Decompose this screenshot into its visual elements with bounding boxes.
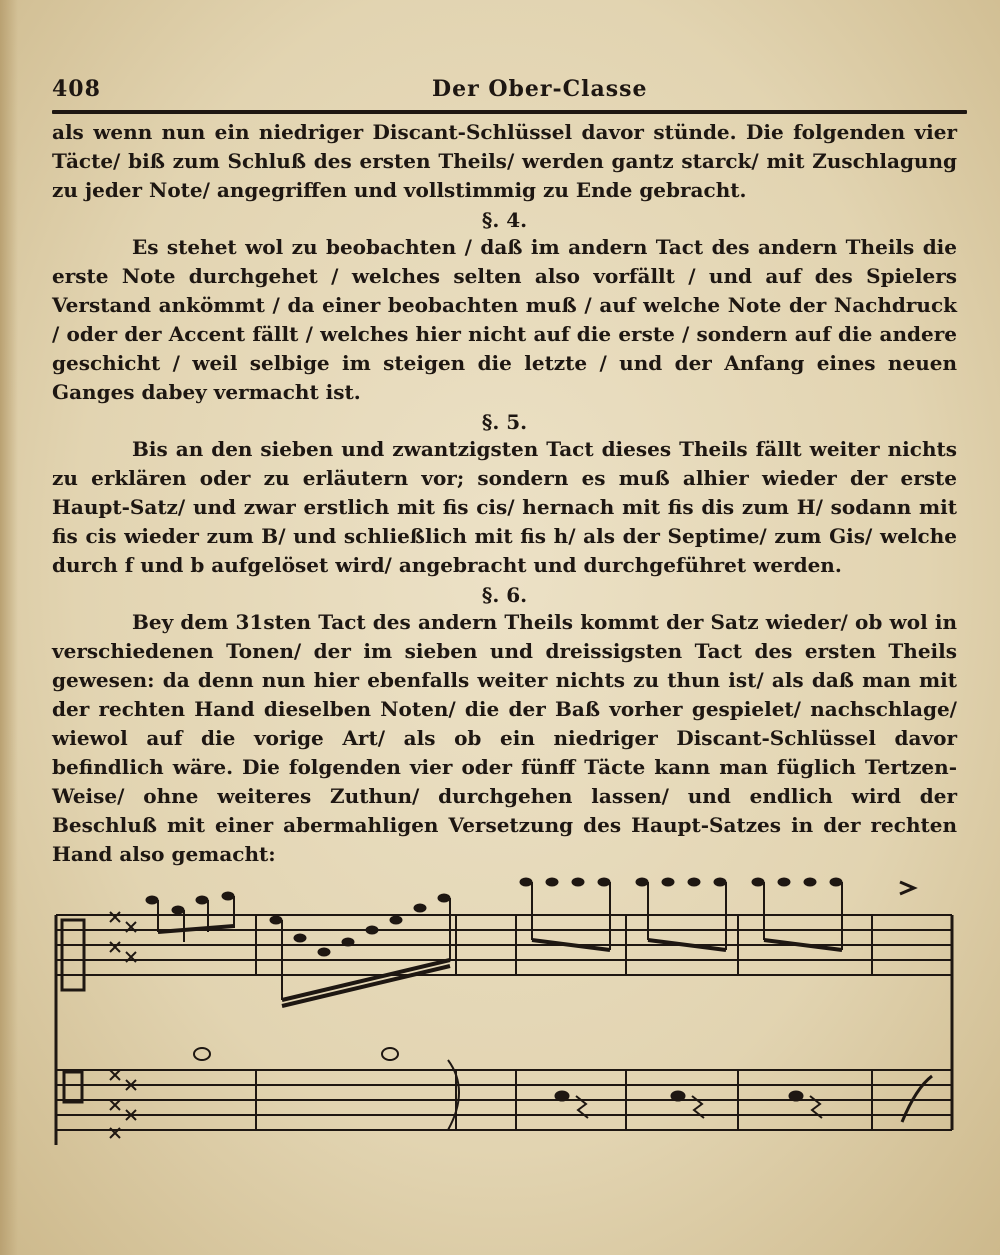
page-number: 408 — [52, 76, 101, 102]
section-heading-6: §. 6. — [481, 583, 528, 607]
section-heading-5: §. 5. — [481, 410, 528, 434]
paragraph-section-5: Bis an den sieben und zwantzigsten Tact dieses Theils fällt weiter nichts zu erklären oder zu erläutern vor; sondern es muß alhier wieder der erste Haupt-Satz/ und zwar erstlich mit fis cis/ hernach mit fis dis zum H/ sodann mit fis cis wieder zum B/ und schließlich mit fis h/ als der Septime/ zum Gis/ welche durch f und b aufgelöset wird/ angebracht und durchgeführet werden. — [52, 437, 957, 577]
page-edge-shadow — [0, 0, 18, 1255]
bass-staff — [56, 1070, 952, 1130]
music-score-icon — [52, 860, 967, 1160]
paragraph-continuation: als wenn nun ein niedriger Discant-Schlüssel davor stünde. Die folgenden vier Täcte/ biß zum Schluß des ersten Theils/ werden gantz starck/ mit Zuschlagung zu jeder Note/ angegriffen und vollstimmig zu Ende gebracht. — [52, 120, 957, 202]
section-heading-4: §. 4. — [481, 208, 528, 232]
header-rule — [52, 110, 967, 114]
bass-notes — [194, 1048, 932, 1130]
page-header — [52, 76, 967, 106]
music-score-figure — [52, 860, 967, 1160]
treble-notes — [146, 878, 914, 1006]
running-head: Der Ober-Classe — [432, 76, 648, 102]
body-text — [52, 118, 957, 869]
bass-clef-icon — [64, 1072, 82, 1102]
paragraph-section-4: Es stehet wol zu beobachten / daß im andern Tact des andern Theils die erste Note durchgehet / welches selten also vorfällt / und auf des Spielers Verstand ankömmt / da einer beobachten muß / auf welche Note der Nachdruck / oder der Accent fällt / welches hier nicht auf die erste / sondern auf die andere geschicht / weil selbige im steigen die letzte / und der Anfang eines neuen Ganges dabey vermacht ist. — [52, 235, 957, 404]
paragraph-section-6: Bey dem 31sten Tact des andern Theils kommt der Satz wieder/ ob wol in verschiedenen Tonen/ der im sieben und dreissigsten Tact des ersten Theils gewesen: da denn nun hier ebenfalls weiter nichts zu thun ist/ als daß man mit der rechten Hand dieselben Noten/ die der Baß vorher gespielet/ nachschlage/ wiewol auf die vorige Art/ als ob ein niedriger Discant-Schlüssel davor befindlich wäre. Die folgenden vier oder fünff Täcte kann man füglich Tertzen-Weise/ ohne weiteres Zuthun/ durchgehen lassen/ und endlich wird der Beschluß mit einer abermahligen Versetzung des Haupt-Satzes in der rechten Hand also gemacht: — [52, 610, 957, 866]
